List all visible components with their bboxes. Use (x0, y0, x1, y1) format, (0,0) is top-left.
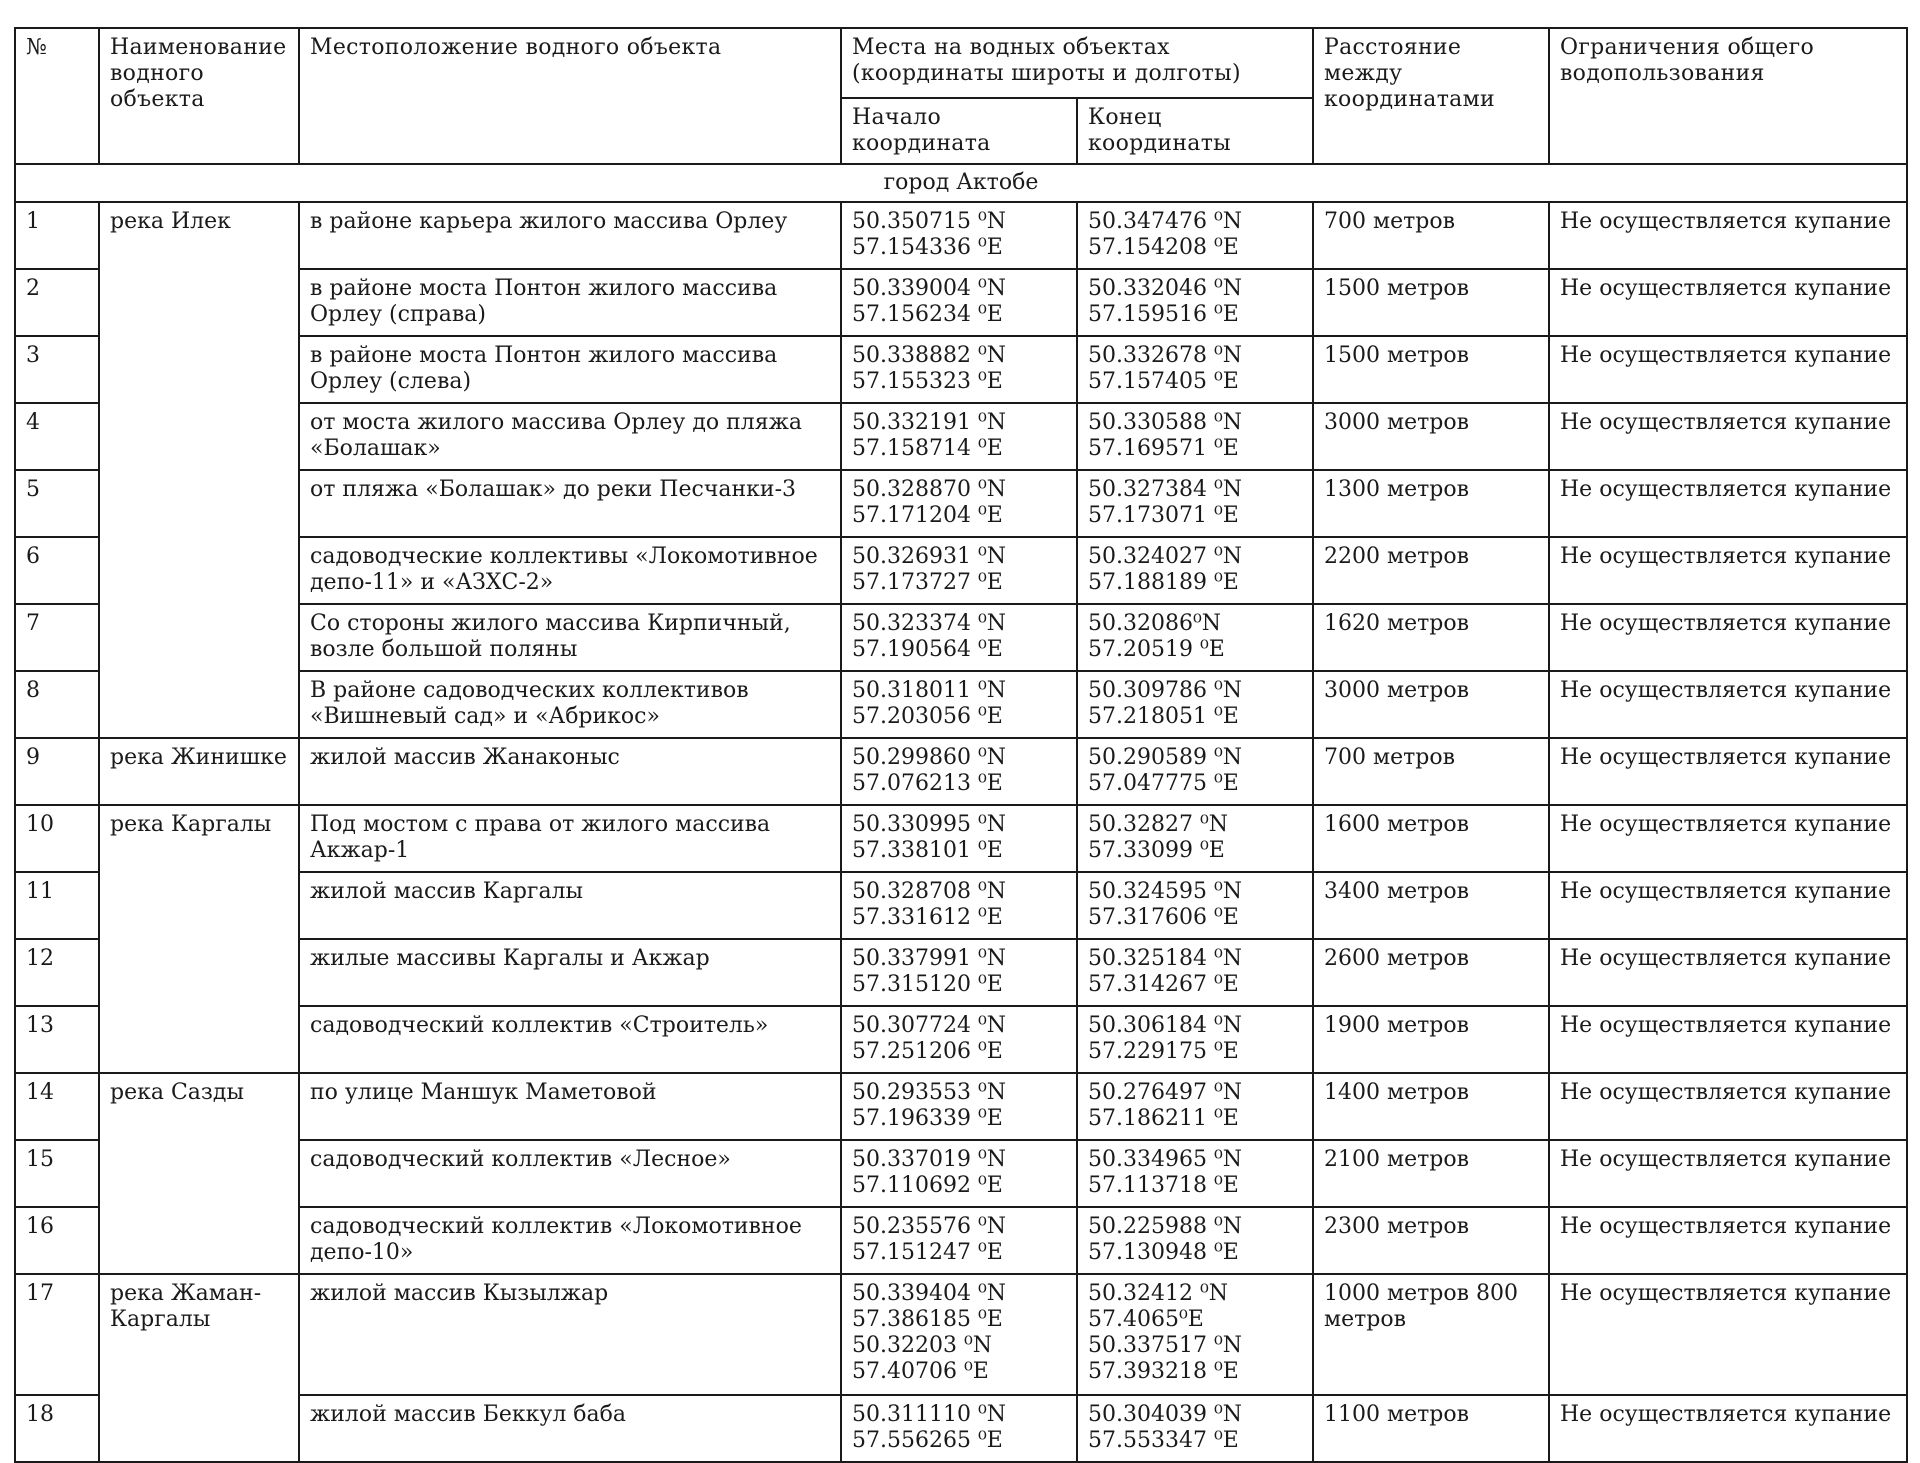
water-object-name: река Жинишке (99, 738, 299, 805)
header-start-coordinate: Начало координата (841, 98, 1077, 164)
row-number: 18 (15, 1395, 99, 1462)
location-cell: в районе моста Понтон жилого массива Орлеу (слева) (299, 336, 841, 403)
start-coordinate-cell: 50.328870 ⁰N 57.171204 ⁰E (841, 470, 1077, 537)
distance-cell: 3000 метров (1313, 403, 1549, 470)
table-row (15, 403, 1907, 470)
location-cell: от моста жилого массива Орлеу до пляжа «Болашак» (299, 403, 841, 470)
location-cell: от пляжа «Болашак» до реки Песчанки-3 (299, 470, 841, 537)
table-row (15, 1073, 1907, 1140)
start-coordinate-cell: 50.339404 ⁰N 57.386185 ⁰E 50.32203 ⁰N 57.40706 ⁰E (841, 1274, 1077, 1395)
header-end-coordinate: Конец координаты (1077, 98, 1313, 164)
restriction-cell: Не осуществляется купание (1549, 738, 1907, 805)
location-cell: по улице Маншук Маметовой (299, 1073, 841, 1140)
restriction-cell: Не осуществляется купание (1549, 470, 1907, 537)
row-number: 12 (15, 939, 99, 1006)
restriction-cell: Не осуществляется купание (1549, 939, 1907, 1006)
row-number: 10 (15, 805, 99, 872)
start-coordinate-cell: 50.299860 ⁰N 57.076213 ⁰E (841, 738, 1077, 805)
table-row (15, 1140, 1907, 1207)
distance-cell: 1400 метров (1313, 1073, 1549, 1140)
distance-cell: 1300 метров (1313, 470, 1549, 537)
distance-cell: 1500 метров (1313, 336, 1549, 403)
table-row (15, 1207, 1907, 1274)
header-row (15, 28, 1907, 98)
table-row (15, 671, 1907, 738)
distance-cell: 2600 метров (1313, 939, 1549, 1006)
row-number: 16 (15, 1207, 99, 1274)
end-coordinate-cell: 50.304039 ⁰N 57.553347 ⁰E (1077, 1395, 1313, 1462)
start-coordinate-cell: 50.328708 ⁰N 57.331612 ⁰E (841, 872, 1077, 939)
row-number: 11 (15, 872, 99, 939)
location-cell: жилой массив Беккул баба (299, 1395, 841, 1462)
restriction-cell: Не осуществляется купание (1549, 1140, 1907, 1207)
restriction-cell: Не осуществляется купание (1549, 1207, 1907, 1274)
table-row (15, 336, 1907, 403)
location-cell: жилой массив Жанаконыс (299, 738, 841, 805)
end-coordinate-cell: 50.309786 ⁰N 57.218051 ⁰E (1077, 671, 1313, 738)
distance-cell: 2100 метров (1313, 1140, 1549, 1207)
location-cell: Со стороны жилого массива Кирпичный, возле большой поляны (299, 604, 841, 671)
water-object-name: река Сазды (99, 1073, 299, 1274)
location-cell: садоводческие коллективы «Локомотивное депо-11» и «АЗХС-2» (299, 537, 841, 604)
end-coordinate-cell: 50.347476 ⁰N 57.154208 ⁰E (1077, 202, 1313, 269)
start-coordinate-cell: 50.307724 ⁰N 57.251206 ⁰E (841, 1006, 1077, 1073)
location-cell: в районе моста Понтон жилого массива Орлеу (справа) (299, 269, 841, 336)
row-number: 14 (15, 1073, 99, 1140)
distance-cell: 3000 метров (1313, 671, 1549, 738)
restriction-cell: Не осуществляется купание (1549, 1274, 1907, 1395)
distance-cell: 700 метров (1313, 738, 1549, 805)
table-row (15, 872, 1907, 939)
start-coordinate-cell: 50.323374 ⁰N 57.190564 ⁰E (841, 604, 1077, 671)
end-coordinate-cell: 50.306184 ⁰N 57.229175 ⁰E (1077, 1006, 1313, 1073)
restriction-cell: Не осуществляется купание (1549, 1006, 1907, 1073)
table-row (15, 738, 1907, 805)
end-coordinate-cell: 50.332678 ⁰N 57.157405 ⁰E (1077, 336, 1313, 403)
table-row (15, 805, 1907, 872)
water-object-name: река Илек (99, 202, 299, 738)
distance-cell: 3400 метров (1313, 872, 1549, 939)
start-coordinate-cell: 50.337019 ⁰N 57.110692 ⁰E (841, 1140, 1077, 1207)
start-coordinate-cell: 50.330995 ⁰N 57.338101 ⁰E (841, 805, 1077, 872)
end-coordinate-cell: 50.324027 ⁰N 57.188189 ⁰E (1077, 537, 1313, 604)
water-object-name: река Жаман-Каргалы (99, 1274, 299, 1462)
end-coordinate-cell: 50.32086⁰N 57.20519 ⁰E (1077, 604, 1313, 671)
restriction-cell: Не осуществляется купание (1549, 872, 1907, 939)
table-row (15, 1395, 1907, 1462)
location-cell: Под мостом с права от жилого массива Акжар-1 (299, 805, 841, 872)
start-coordinate-cell: 50.311110 ⁰N 57.556265 ⁰E (841, 1395, 1077, 1462)
start-coordinate-cell: 50.338882 ⁰N 57.155323 ⁰E (841, 336, 1077, 403)
restriction-cell: Не осуществляется купание (1549, 403, 1907, 470)
section-row (15, 164, 1907, 202)
location-cell: жилой массив Каргалы (299, 872, 841, 939)
start-coordinate-cell: 50.318011 ⁰N 57.203056 ⁰E (841, 671, 1077, 738)
header-places-coordinates: Места на водных объектах (координаты широты и долготы) (841, 28, 1313, 98)
restriction-cell: Не осуществляется купание (1549, 1073, 1907, 1140)
start-coordinate-cell: 50.332191 ⁰N 57.158714 ⁰E (841, 403, 1077, 470)
restriction-cell: Не осуществляется купание (1549, 1395, 1907, 1462)
row-number: 1 (15, 202, 99, 269)
location-cell: в районе карьера жилого массива Орлеу (299, 202, 841, 269)
restriction-cell: Не осуществляется купание (1549, 604, 1907, 671)
start-coordinate-cell: 50.350715 ⁰N 57.154336 ⁰E (841, 202, 1077, 269)
end-coordinate-cell: 50.332046 ⁰N 57.159516 ⁰E (1077, 269, 1313, 336)
distance-cell: 2300 метров (1313, 1207, 1549, 1274)
table-row (15, 269, 1907, 336)
distance-cell: 1900 метров (1313, 1006, 1549, 1073)
table-row (15, 1274, 1907, 1395)
row-number: 13 (15, 1006, 99, 1073)
distance-cell: 1000 метров 800 метров (1313, 1274, 1549, 1395)
table-row (15, 604, 1907, 671)
row-number: 4 (15, 403, 99, 470)
restriction-cell: Не осуществляется купание (1549, 805, 1907, 872)
restriction-cell: Не осуществляется купание (1549, 671, 1907, 738)
table-row (15, 470, 1907, 537)
location-cell: В районе садоводческих коллективов «Вишневый сад» и «Абрикос» (299, 671, 841, 738)
row-number: 5 (15, 470, 99, 537)
restriction-cell: Не осуществляется купание (1549, 537, 1907, 604)
end-coordinate-cell: 50.32827 ⁰N 57.33099 ⁰E (1077, 805, 1313, 872)
restriction-cell: Не осуществляется купание (1549, 202, 1907, 269)
start-coordinate-cell: 50.339004 ⁰N 57.156234 ⁰E (841, 269, 1077, 336)
distance-cell: 1620 метров (1313, 604, 1549, 671)
table-row (15, 202, 1907, 269)
header-water-object-name: Наименование водного объекта (99, 28, 299, 164)
end-coordinate-cell: 50.327384 ⁰N 57.173071 ⁰E (1077, 470, 1313, 537)
location-cell: садоводческий коллектив «Лесное» (299, 1140, 841, 1207)
distance-cell: 700 метров (1313, 202, 1549, 269)
distance-cell: 1600 метров (1313, 805, 1549, 872)
water-restrictions-table (14, 27, 1908, 1463)
header-num: № (15, 28, 99, 164)
distance-cell: 1100 метров (1313, 1395, 1549, 1462)
start-coordinate-cell: 50.337991 ⁰N 57.315120 ⁰E (841, 939, 1077, 1006)
restriction-cell: Не осуществляется купание (1549, 269, 1907, 336)
start-coordinate-cell: 50.293553 ⁰N 57.196339 ⁰E (841, 1073, 1077, 1140)
restriction-cell: Не осуществляется купание (1549, 336, 1907, 403)
end-coordinate-cell: 50.276497 ⁰N 57.186211 ⁰E (1077, 1073, 1313, 1140)
table-row (15, 939, 1907, 1006)
location-cell: жилые массивы Каргалы и Акжар (299, 939, 841, 1006)
row-number: 8 (15, 671, 99, 738)
location-cell: садоводческий коллектив «Локомотивное депо-10» (299, 1207, 841, 1274)
start-coordinate-cell: 50.235576 ⁰N 57.151247 ⁰E (841, 1207, 1077, 1274)
distance-cell: 2200 метров (1313, 537, 1549, 604)
end-coordinate-cell: 50.334965 ⁰N 57.113718 ⁰E (1077, 1140, 1313, 1207)
water-object-name: река Каргалы (99, 805, 299, 1073)
end-coordinate-cell: 50.32412 ⁰N 57.4065⁰E 50.337517 ⁰N 57.393218 ⁰E (1077, 1274, 1313, 1395)
header-restriction: Ограничения общего водопользования (1549, 28, 1907, 164)
header-distance: Расстояние между координатами (1313, 28, 1549, 164)
row-number: 2 (15, 269, 99, 336)
table-row (15, 1006, 1907, 1073)
end-coordinate-cell: 50.225988 ⁰N 57.130948 ⁰E (1077, 1207, 1313, 1274)
row-number: 15 (15, 1140, 99, 1207)
end-coordinate-cell: 50.324595 ⁰N 57.317606 ⁰E (1077, 872, 1313, 939)
row-number: 9 (15, 738, 99, 805)
location-cell: садоводческий коллектив «Строитель» (299, 1006, 841, 1073)
section-city-title: город Актобе (15, 164, 1907, 202)
table-body (15, 202, 1907, 1462)
row-number: 17 (15, 1274, 99, 1395)
location-cell: жилой массив Кызылжар (299, 1274, 841, 1395)
end-coordinate-cell: 50.290589 ⁰N 57.047775 ⁰E (1077, 738, 1313, 805)
row-number: 7 (15, 604, 99, 671)
distance-cell: 1500 метров (1313, 269, 1549, 336)
end-coordinate-cell: 50.330588 ⁰N 57.169571 ⁰E (1077, 403, 1313, 470)
row-number: 3 (15, 336, 99, 403)
end-coordinate-cell: 50.325184 ⁰N 57.314267 ⁰E (1077, 939, 1313, 1006)
table-row (15, 537, 1907, 604)
start-coordinate-cell: 50.326931 ⁰N 57.173727 ⁰E (841, 537, 1077, 604)
header-location: Местоположение водного объекта (299, 28, 841, 164)
row-number: 6 (15, 537, 99, 604)
